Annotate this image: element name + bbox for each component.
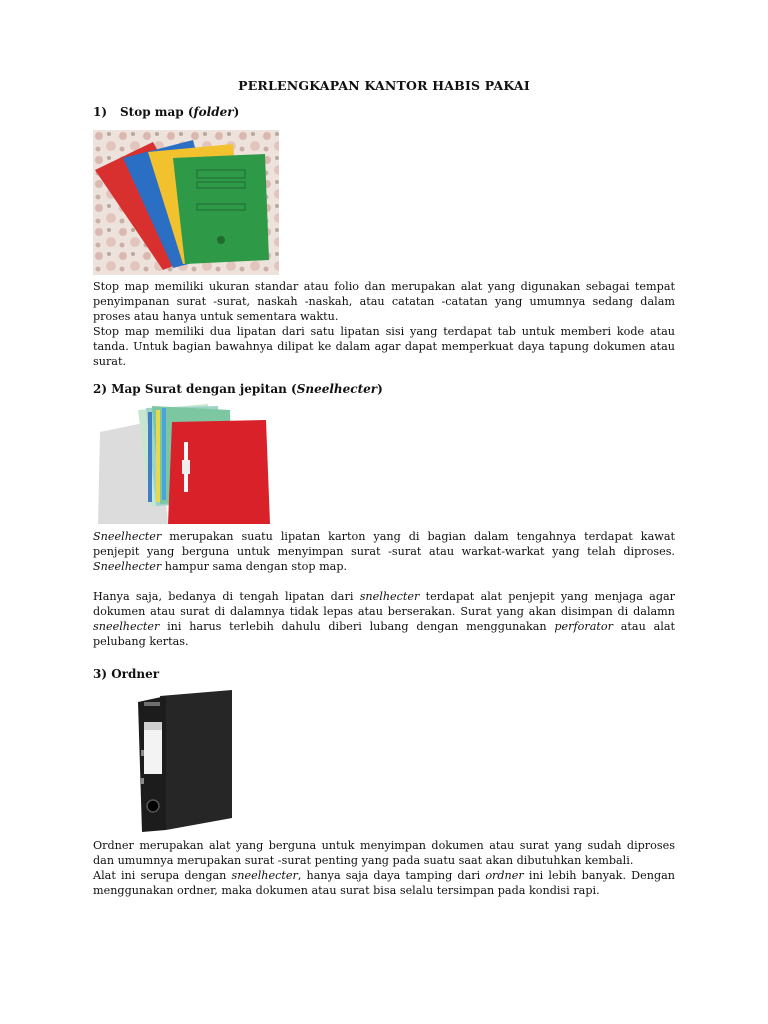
- ordner-binder-photo: [132, 688, 236, 833]
- page-title: PERLENGKAPAN KANTOR HABIS PAKAI: [238, 78, 530, 93]
- paragraph: Stop map memiliki dua lipatan dari satu lipatan sisi yang terdapat tab untuk memberi kode atau tanda. Untuk bagian bawahnya dilipat ke dalam agar dapat memperkuat daya tapung dokumen atau surat.: [93, 325, 675, 368]
- section-heading-stop-map: 1) Stop map (folder): [93, 105, 240, 119]
- paragraph: Hanya saja, bedanya di tengah lipatan dari snelhecter terdapat alat penjepit yang menjaga agar dokumen atau surat di dalamnya tidak lepas atau berserakan. Surat yang akan disimpan di dalamn sneelhecter ini harus terlebih dahulu diberi lubang dengan menggunakan perforator atau alat pelubang kertas.: [93, 590, 675, 648]
- paragraph: Sneelhecter merupakan suatu lipatan karton yang di bagian dalam tengahnya terdapat kawat penjepit yang berguna untuk menyimpan surat -surat atau warkat-warkat yang telah diproses. Sneelhecter hampur sama dengan stop map.: [93, 530, 675, 573]
- clip-folders-photo: [98, 402, 270, 524]
- paragraph: Alat ini serupa dengan sneelhecter, hanya saja daya tamping dari ordner ini lebih banyak. Dengan menggunakan ordner, maka dokumen atau surat bisa selalu tersimpan pada kondisi rapi.: [93, 869, 675, 897]
- section-2-text: [93, 529, 675, 649]
- paragraph: Ordner merupakan alat yang berguna untuk menyimpan dokumen atau surat yang sudah diproses dan umumnya merupakan surat -surat penting yang pada suatu saat akan dibutuhkan kembali.: [93, 839, 675, 867]
- section-3-text: [93, 838, 675, 898]
- colored-folders-photo: [93, 130, 279, 275]
- section-1-text: [93, 279, 675, 369]
- section-heading-sneelhecter: 2) Map Surat dengan jepitan (Sneelhecter): [93, 382, 383, 396]
- section-number: 1): [93, 105, 108, 119]
- paragraph: Stop map memiliki ukuran standar atau folio dan merupakan alat yang digunakan sebagai tempat penyimpanan surat -surat, naskah -naskah, atau catatan -catatan yang umumnya sedang dalam proses atau hanya untuk sementara waktu.: [93, 280, 675, 323]
- section-heading-ordner: 3) Ordner: [93, 667, 160, 681]
